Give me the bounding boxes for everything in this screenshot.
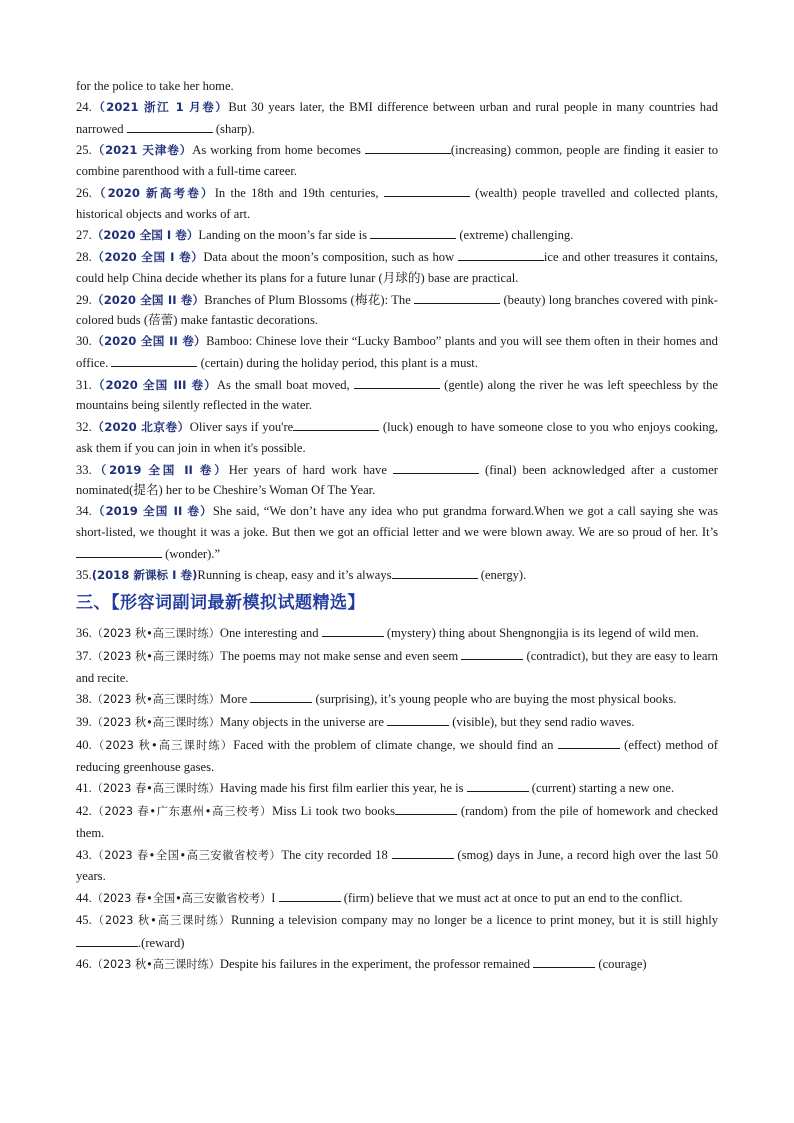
question-source: （2023 秋•高三课时练） [91,913,231,927]
answer-blank[interactable] [322,622,384,637]
question-text: As working from home becomes [192,143,365,158]
question-item [76,645,718,689]
question-hint: (final) been acknowledged after a customer nominated(提名) her to be Cheshire’s Woman Of The Year. [76,462,718,498]
question-number: 28. [76,250,92,264]
question-source: （2020 北京卷） [91,420,190,434]
question-number: 31. [76,377,92,392]
question-text: More [219,692,251,707]
question-text: Miss Li took two books [272,804,395,818]
document-page [76,76,718,976]
question-item [76,953,718,976]
question-text: In the 18th and 19th centuries, [214,185,384,200]
question-hint: (random) from the pile of homework and checked them. [76,804,718,840]
question-text: Branches of Plum Blossoms (梅花): The [204,292,415,307]
question-hint: (gentle) along the river he was left speechless by the mountains being silently reflected in the water. [76,377,719,413]
question-text: As the small boat moved, [216,377,354,392]
question-number: 43. [76,847,92,862]
question-text: Many objects in the universe are [219,715,388,729]
question-item [76,734,718,778]
question-hint: (certain) during the holiday period, this plant is a must. [197,355,478,370]
answer-blank[interactable] [461,645,523,660]
question-item [76,501,718,564]
answer-blank[interactable] [365,139,451,154]
question-number: 44. [76,891,92,905]
question-source: （2023 秋•高三课时练） [91,649,221,663]
answer-blank[interactable] [293,416,379,431]
question-hint: (contradict), but they are easy to learn and recite. [76,648,718,685]
question-source: （2019 全国 II 卷） [91,462,229,477]
question-source: （2023 春•高三课时练） [91,782,220,796]
question-number: 33. [76,462,92,477]
question-text: One interesting and [219,626,322,640]
question-item [76,711,718,734]
question-item [76,844,718,888]
answer-blank[interactable] [395,800,457,815]
question-source: （2023 秋•高三课时练） [91,958,220,972]
question-text: The city recorded 18 [281,847,392,862]
answer-blank[interactable] [387,711,449,726]
question-hint: (current) starting a new one. [528,781,675,796]
question-text: Running is cheap, easy and it’s always [197,568,392,583]
question-hint: (increasing) common, people are finding it easier to combine parenthood with a full-time career. [76,143,718,178]
question-number: 30. [76,334,92,348]
question-hint: .(reward) [138,935,185,950]
question-number: 46. [76,957,92,972]
question-text: Oliver says if you're [189,420,294,434]
question-number: 35. [76,568,92,583]
question-item [76,416,718,459]
answer-blank[interactable] [392,844,454,859]
answer-blank[interactable] [458,246,544,261]
answer-blank[interactable] [76,932,138,947]
answer-blank[interactable] [127,118,213,133]
question-text: But 30 years later, the BMI difference between urban and rural people in many countries had narrowed [76,99,718,136]
question-number: 37. [76,648,92,663]
question-number: 40. [76,737,92,752]
answer-blank[interactable] [392,564,478,579]
question-item [76,688,718,711]
question-hint: (effect) method of reducing greenhouse gases. [76,737,718,774]
answer-blank[interactable] [414,289,500,304]
question-number: 42. [76,804,92,818]
question-hint: (firm) believe that we must act at once to put an end to the conflict. [340,891,683,905]
answer-blank[interactable] [393,459,479,474]
question-hint: (wealth) people travelled and collected plants, historical objects and works of art. [76,185,718,221]
question-source: （2021 浙江 1 月卷） [91,99,229,114]
question-hint: (smog) days in June, a record high over the last 50 years. [76,847,718,884]
question-hint: (mystery) thing about Shengnongjia is its legend of wild men. [383,626,699,640]
question-number: 29. [76,292,92,307]
question-hint: (luck) enough to have someone close to you who enjoys cooking, ask them if you can join in when it's possible. [76,420,719,455]
question-source: （2020 全国 I 卷） [91,228,199,243]
question-hint: (wonder).” [162,546,221,561]
question-item [76,97,718,140]
question-hint: (visible), but they send radio waves. [449,715,635,729]
question-source: （2020 全国 II 卷） [91,292,205,307]
question-source: （2023 秋•高三课时练） [91,627,220,640]
question-source: （2020 全国 III 卷） [91,377,217,392]
section-title: 三、【形容词副词最新模拟试题精选】 [76,593,365,613]
question-hint: (sharp). [212,121,255,136]
question-text: I [271,891,279,905]
question-item [76,622,718,645]
question-number: 38. [76,692,92,707]
question-text: Data about the moon’s composition, such as how [203,250,458,264]
question-number: 39. [76,715,92,729]
question-source: （2023 春•广东惠州•高三校考） [91,805,273,818]
answer-blank[interactable] [370,224,456,239]
answer-blank[interactable] [354,374,440,389]
question-text: Her years of hard work have [228,462,393,477]
question-text: Having made his first film earlier this year, he is [219,781,467,796]
question-text: Faced with the problem of climate change, we should find an [233,737,558,752]
question-text: Bamboo: Chinese love their “Lucky Bamboo” plants and you will see them often in their homes and office. [76,334,718,370]
question-item [76,910,718,954]
question-list-gaokao [76,97,718,586]
question-item [76,887,718,910]
question-number: 27. [76,228,92,243]
question-item [76,800,718,844]
question-item [76,331,718,374]
answer-blank[interactable] [533,953,595,968]
answer-blank[interactable] [250,688,312,703]
question-source: (2018 新课标 I 卷) [91,568,198,583]
question-item [76,246,718,289]
question-source: （2023 秋•高三课时练） [91,738,234,752]
question-source: （2020 全国 II 卷） [91,334,207,348]
question-hint: (energy). [477,568,527,583]
question-item [76,564,718,586]
question-text: Running a television company may no longer be a licence to print money, but it is still highly [230,912,718,927]
question-number: 26. [76,185,92,200]
question-source: （2021 天津卷） [91,143,193,158]
answer-blank[interactable] [558,734,620,749]
answer-blank[interactable] [384,182,470,197]
question-hint: (extreme) challenging. [456,228,574,243]
question-text: She said, “We don’t have any idea who put grandma forward.When we got a call saying she was short-listed, we thought it was a joke. But then we got an official letter and we were blown away. We are so proud of her. It’s [76,504,718,539]
question-text: The poems may not make sense and even seem [220,648,462,663]
question-text: Landing on the moon’s far side is [198,228,371,243]
question-source: （2023 秋•高三课时练） [91,716,220,729]
question-number: 25. [76,143,92,158]
question-list-mock [76,622,718,976]
question-source: （2019 全国 II 卷） [91,504,213,518]
question-source: （2023 春•全国•高三安徽省校考） [91,892,272,905]
question-item [76,182,718,225]
question-item [76,459,718,502]
question-item [76,289,718,332]
question-item [76,139,718,182]
question-source: （2020 新高考卷） [91,185,215,200]
question-number: 32. [76,420,92,434]
question-hint: (surprising), it’s young people who are buying the most physical books. [312,692,677,707]
question-item [76,374,718,417]
lead-line: for the police to take her home. [76,79,234,93]
question-item [76,777,718,800]
answer-blank[interactable] [76,543,162,558]
answer-blank[interactable] [111,352,197,367]
question-item [76,224,718,246]
question-number: 36. [76,626,92,640]
question-number: 34. [76,504,92,518]
answer-blank[interactable] [467,777,529,792]
question-text: Despite his failures in the experiment, the professor remained [219,957,534,972]
question-hint: (beauty) long branches covered with pink-colored buds (蓓蕾) make fantastic decorations. [76,292,718,328]
question-source: （2023 春•全国•高三安徽省校考） [91,848,282,862]
question-hint: (courage) [595,957,647,972]
answer-blank[interactable] [279,887,341,902]
question-number: 45. [76,912,92,927]
question-number: 24. [76,99,92,114]
question-source: （2020 全国 I 卷） [91,250,204,264]
question-number: 41. [76,781,92,796]
question-hint: ice and other treasures it contains, could help China decide whether its plans for a future lunar (月球的) base are practical. [76,250,718,285]
question-source: （2023 秋•高三课时练） [91,693,220,707]
